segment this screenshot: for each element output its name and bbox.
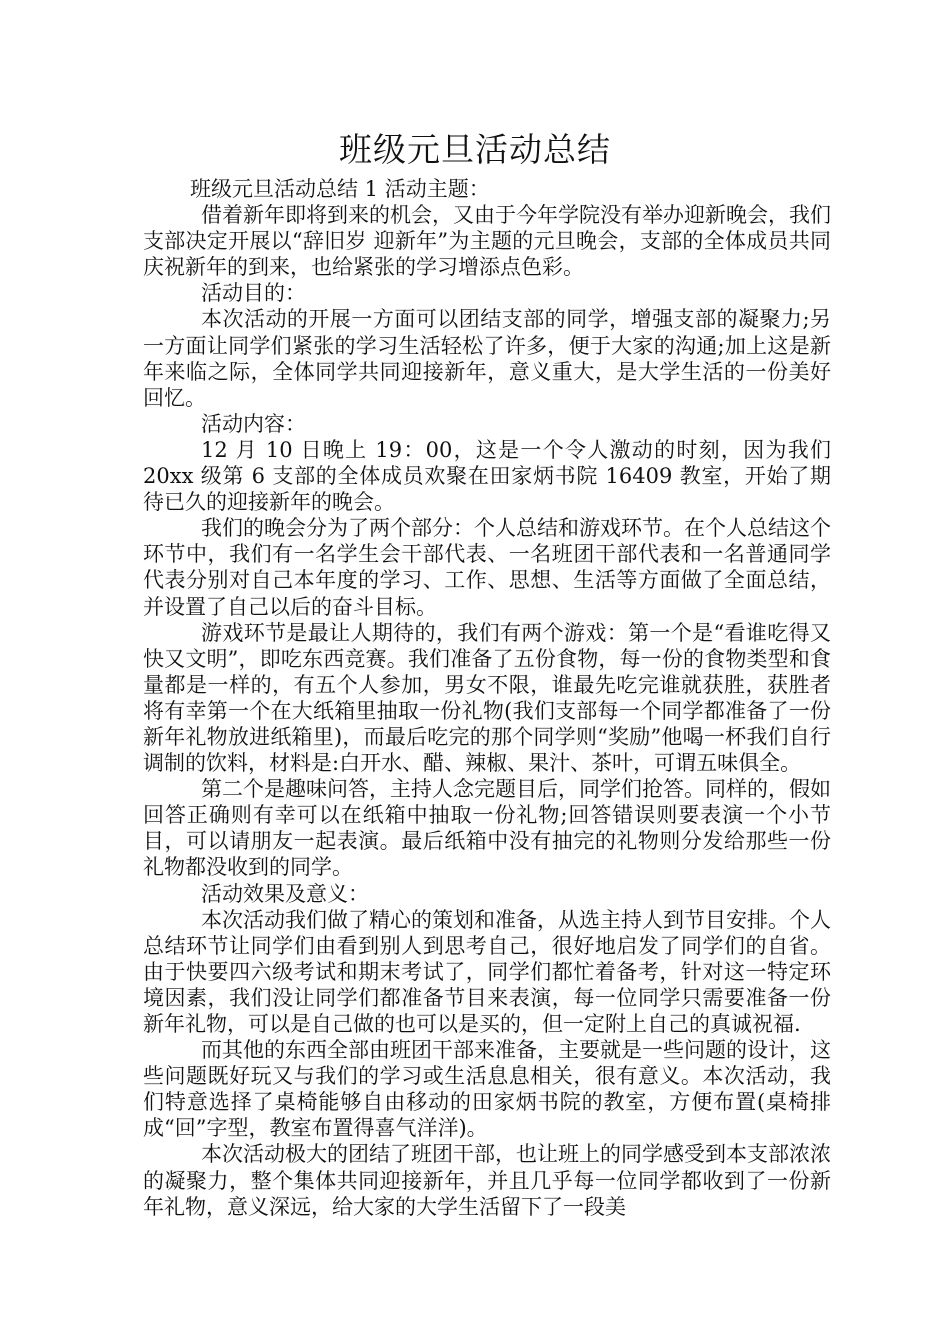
paragraph: 12 月 10 日晚上 19：00，这是一个令人激动的时刻，因为我们 20xx 级第 6 支部的全体成员欢聚在田家炳书院 16409 教室，开始了期待已久的迎接新年的晚会。: [143, 437, 831, 515]
paragraph: 第二个是趣味问答，主持人念完题目后，同学们抢答。同样的，假如回答正确则有幸可以在纸箱中抽取一份礼物;回答错误则要表演一个小节目，可以请朋友一起表演。最后纸箱中没有抽完的礼物则分发给那些一份礼物都没收到的同学。: [143, 777, 831, 880]
paragraph: 我们的晚会分为了两个部分：个人总结和游戏环节。在个人总结这个环节中，我们有一名学生会干部代表、一名班团干部代表和一名普通同学代表分别对自己本年度的学习、工作、思想、生活等方面做了全面总结，并设置了自己以后的奋斗目标。: [143, 516, 831, 619]
section-heading: 活动目的：: [201, 281, 306, 306]
document-title: 班级元旦活动总结: [339, 130, 611, 169]
paragraph: 本次活动我们做了精心的策划和准备，从选主持人到节目安排。个人总结环节让同学们由看到别人到思考自己，很好地启发了同学们的自省。由于快要四六级考试和期末考试了，同学们都忙着备考，针对这一特定环境因素，我们没让同学们都准备节目来表演，每一位同学只需要准备一份新年礼物，可以是自己做的也可以是买的，但一定附上自己的真诚祝福.: [143, 907, 831, 1036]
paragraph: 游戏环节是最让人期待的，我们有两个游戏：第一个是“看谁吃得又快又文明”，即吃东西竞赛。我们准备了五份食物，每一份的食物类型和食量都是一样的，有五个人参加，男女不限，谁最先吃完谁就获胜，获胜者将有幸第一个在大纸箱里抽取一份礼物(我们支部每一个同学都准备了一份新年礼物放进纸箱里)，而最后吃完的那个同学则“奖励”他喝一杯我们自行调制的饮料，材料是:白开水、醋、辣椒、果汁、茶叶，可谓五味俱全。: [143, 620, 831, 776]
paragraph: 而其他的东西全部由班团干部来准备，主要就是一些问题的设计，这些问题既好玩又与我们的学习或生活息息相关，很有意义。本次活动，我们特意选择了桌椅能够自由移动的田家炳书院的教室，方便布置(桌椅排成“回”字型，教室布置得喜气洋洋)。: [143, 1038, 831, 1141]
document-body: [143, 176, 831, 1220]
paragraph: 借着新年即将到来的机会，又由于今年学院没有举办迎新晚会，我们支部决定开展以“辞旧岁 迎新年”为主题的元旦晚会，支部的全体成员共同庆祝新年的到来，也给紧张的学习增添点色彩。: [143, 203, 831, 280]
paragraph: 本次活动的开展一方面可以团结支部的同学，增强支部的凝聚力;另一方面让同学们紧张的学习生活轻松了许多，便于大家的沟通;加上这是新年来临之际，全体同学共同迎接新年，意义重大，是大学生活的一份美好回忆。: [143, 307, 831, 410]
paragraph: 班级元旦活动总结 1 活动主题：: [190, 177, 490, 201]
section-heading: 活动内容：: [201, 411, 306, 436]
paragraph: 本次活动极大的团结了班团干部，也让班上的同学感受到本支部浓浓的凝聚力，整个集体共同迎接新年，并且几乎每一位同学都收到了一份新年礼物，意义深远，给大家的大学生活留下了一段美: [143, 1142, 831, 1219]
section-heading: 活动效果及意义：: [201, 881, 369, 906]
